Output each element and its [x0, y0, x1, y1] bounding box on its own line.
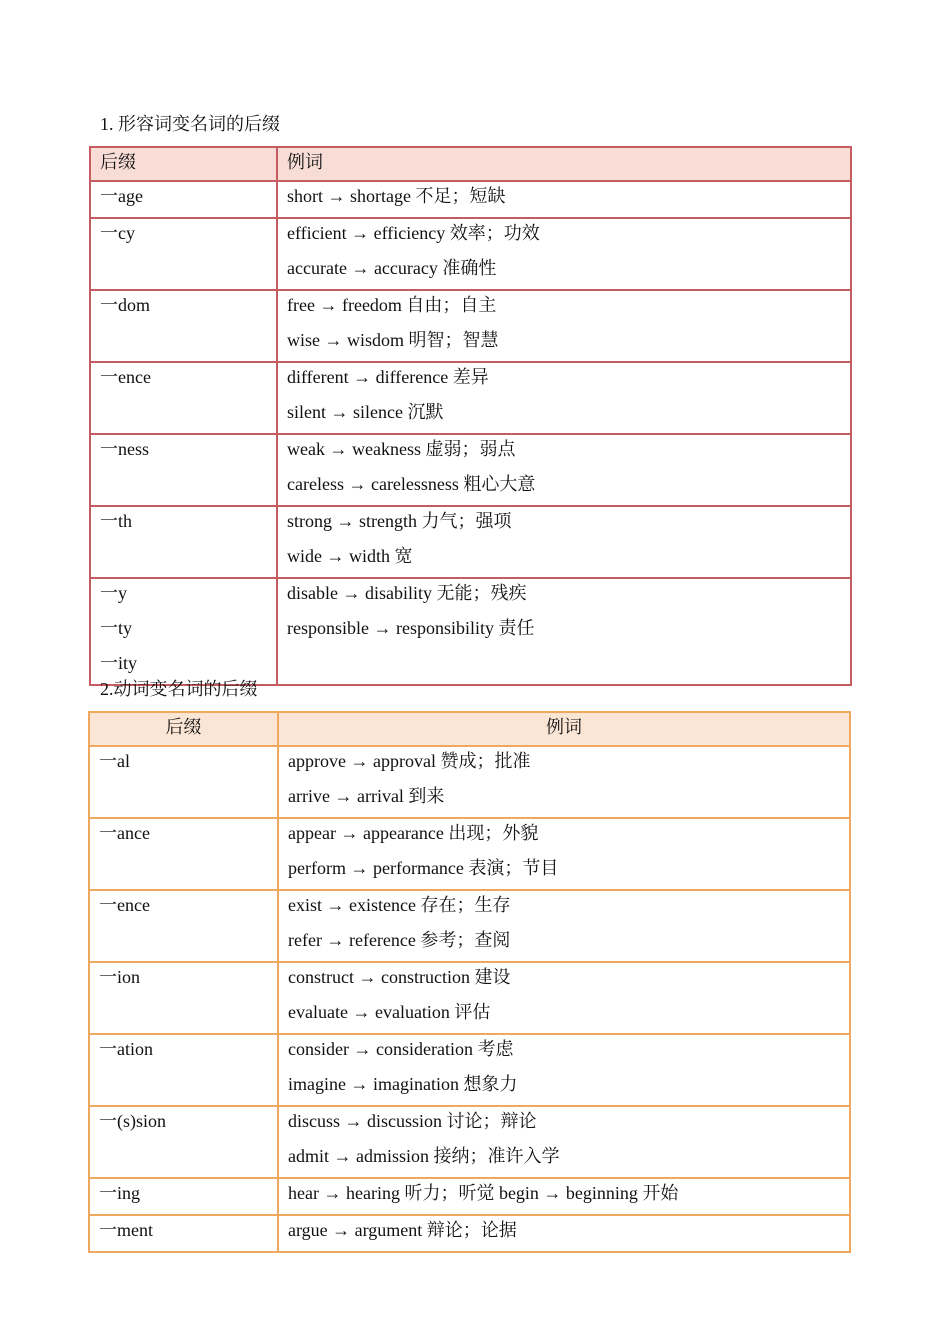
- table-row: [89, 890, 850, 962]
- table-row: [90, 362, 851, 434]
- examples-cell: approve → approval 赞成；批准 arrive → arrival 到来: [278, 746, 850, 818]
- section2-title: 2.动词变名词的后缀: [100, 679, 258, 699]
- examples-cell: hear → hearing 听力；听觉 begin → beginning 开始: [278, 1178, 850, 1215]
- header-examples: 例词: [278, 712, 850, 746]
- suffix-cell: 一cy: [90, 218, 277, 290]
- examples-cell: weak → weakness 虚弱；弱点 careless → carelessness 粗心大意: [277, 434, 851, 506]
- table-row: [90, 290, 851, 362]
- header-suffix: 后缀: [89, 712, 278, 746]
- table-row: [90, 578, 851, 685]
- table-row: [89, 1106, 850, 1178]
- suffix-cell: 一ness: [90, 434, 277, 506]
- suffix-cell: 一ence: [89, 890, 278, 962]
- adjective-to-noun-table: [89, 146, 852, 686]
- table-row: [89, 1178, 850, 1215]
- suffix-cell: 一(s)sion: [89, 1106, 278, 1178]
- examples-cell: strong → strength 力气；强项 wide → width 宽: [277, 506, 851, 578]
- examples-cell: consider → consideration 考虑 imagine → imagination 想象力: [278, 1034, 850, 1106]
- examples-cell: disable → disability 无能；残疾 responsible → responsibility 责任: [277, 578, 851, 685]
- suffix-cell: 一ing: [89, 1178, 278, 1215]
- table-row: [89, 818, 850, 890]
- table-row: [89, 1215, 850, 1252]
- table-row: [89, 962, 850, 1034]
- suffix-cell: 一ence: [90, 362, 277, 434]
- table-row: [90, 506, 851, 578]
- table-row: [89, 1034, 850, 1106]
- suffix-cell: 一dom: [90, 290, 277, 362]
- suffix-cell: 一age: [90, 181, 277, 218]
- header-suffix: 后缀: [90, 147, 277, 181]
- examples-cell: free → freedom 自由；自主 wise → wisdom 明智；智慧: [277, 290, 851, 362]
- table-header-row: [90, 147, 851, 181]
- table-row: [89, 746, 850, 818]
- examples-cell: short → shortage 不足；短缺: [277, 181, 851, 218]
- examples-cell: construct → construction 建设 evaluate → evaluation 评估: [278, 962, 850, 1034]
- suffix-cell: 一ment: [89, 1215, 278, 1252]
- suffix-cell: 一ation: [89, 1034, 278, 1106]
- examples-cell: discuss → discussion 讨论；辩论 admit → admission 接纳；准许入学: [278, 1106, 850, 1178]
- examples-cell: argue → argument 辩论；论据: [278, 1215, 850, 1252]
- examples-cell: appear → appearance 出现；外貌 perform → performance 表演；节目: [278, 818, 850, 890]
- table-header-row: [89, 712, 850, 746]
- examples-cell: exist → existence 存在；生存 refer → reference 参考；查阅: [278, 890, 850, 962]
- table-row: [90, 434, 851, 506]
- section1-title: 1. 形容词变名词的后缀: [100, 114, 280, 134]
- table-row: [90, 181, 851, 218]
- suffix-cell: 一th: [90, 506, 277, 578]
- examples-cell: different → difference 差异 silent → silence 沉默: [277, 362, 851, 434]
- verb-to-noun-table: [88, 711, 851, 1253]
- header-examples: 例词: [277, 147, 851, 181]
- suffix-cell: 一ance: [89, 818, 278, 890]
- suffix-cell: 一ion: [89, 962, 278, 1034]
- examples-cell: efficient → efficiency 效率；功效 accurate → accuracy 准确性: [277, 218, 851, 290]
- suffix-cell: 一al: [89, 746, 278, 818]
- suffix-cell: 一y 一ty 一ity: [90, 578, 277, 685]
- table-row: [90, 218, 851, 290]
